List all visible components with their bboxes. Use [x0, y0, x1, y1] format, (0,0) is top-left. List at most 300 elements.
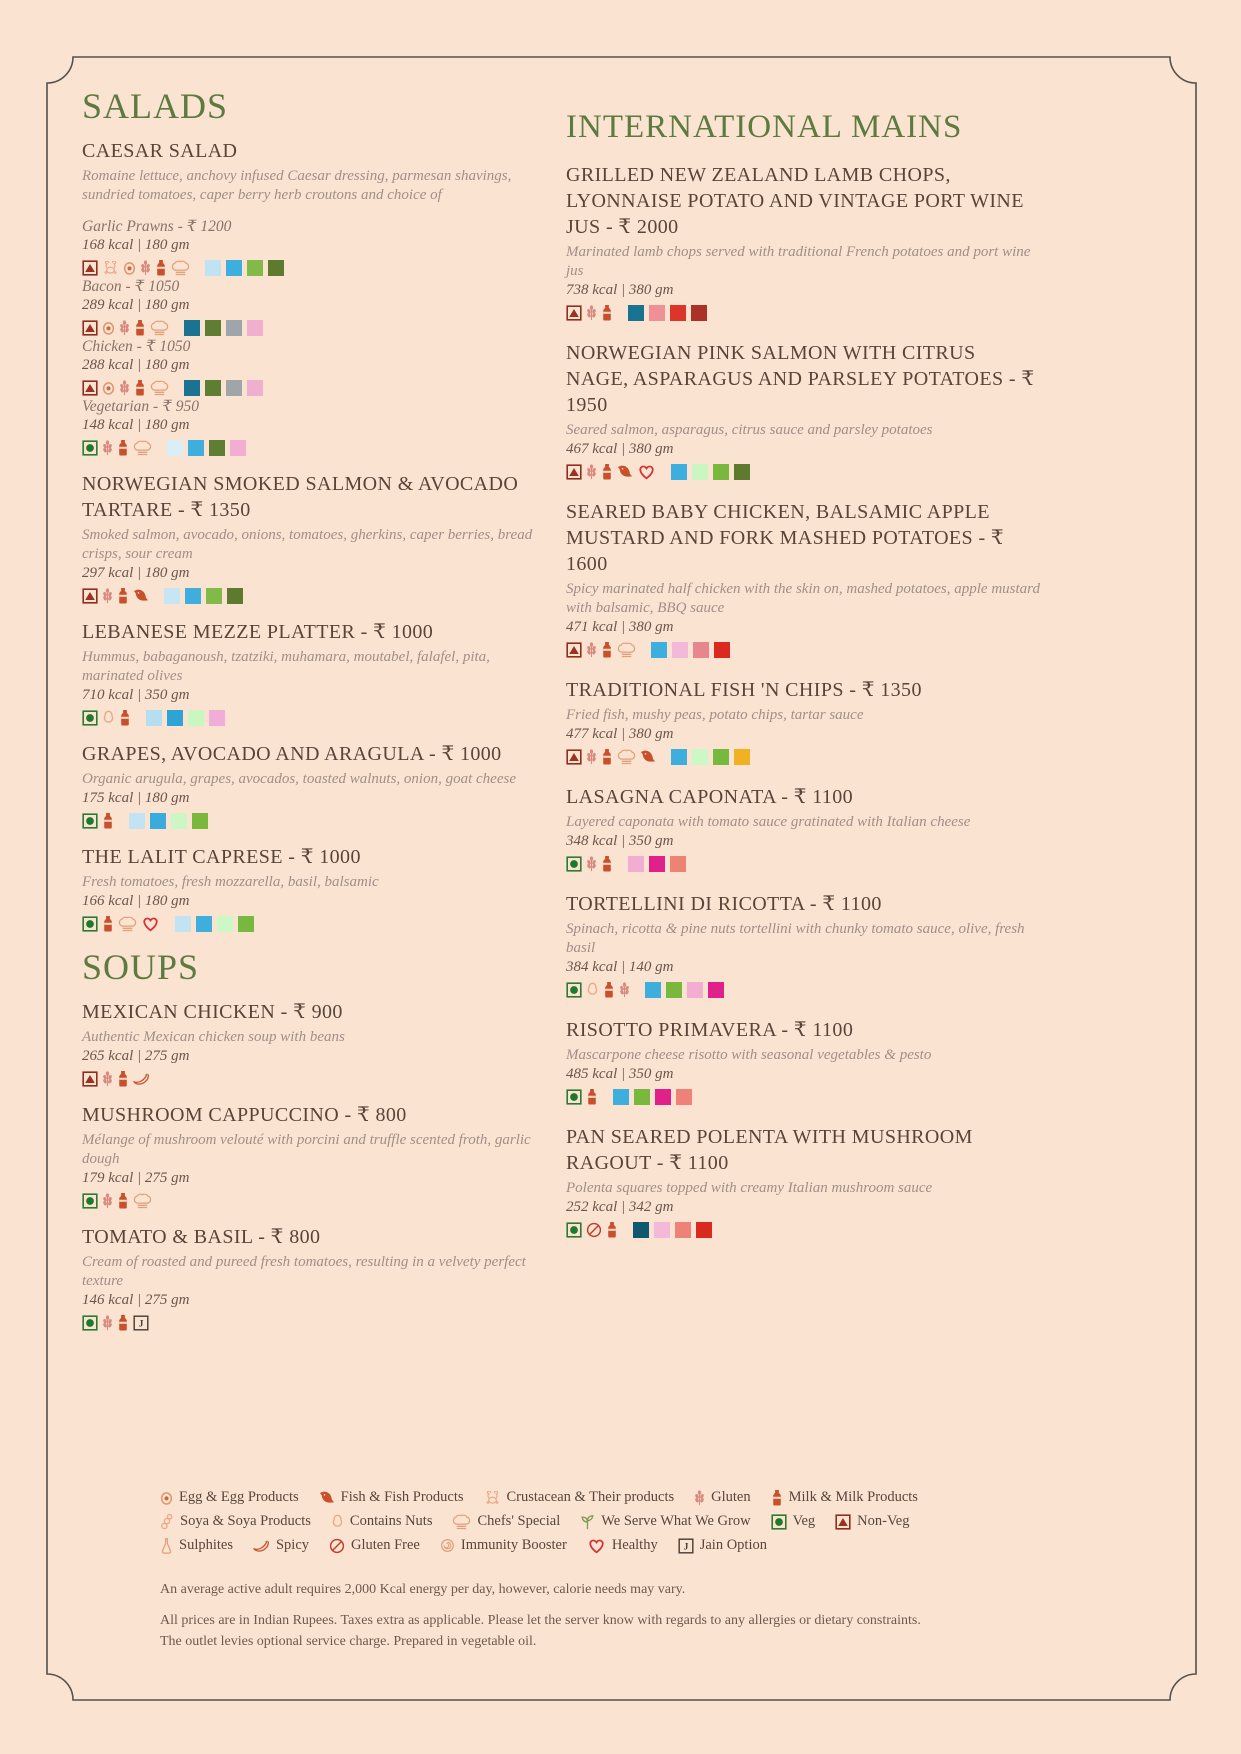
item-title: GRAPES, AVOCADO AND ARAGULA - ₹ 1000	[82, 743, 502, 765]
color-tag	[185, 588, 201, 604]
color-tag	[713, 749, 729, 765]
chili-icon	[133, 1072, 150, 1086]
color-tag	[196, 916, 212, 932]
color-tag	[205, 380, 221, 396]
item-title: TRADITIONAL FISH 'N CHIPS - ₹ 1350	[566, 679, 922, 701]
chef-hat-icon	[452, 1514, 471, 1530]
color-tag	[714, 642, 730, 658]
fish-icon	[640, 749, 656, 764]
item-calories: 146 kcal | 275 gm	[82, 1292, 190, 1308]
chef-hat-icon	[133, 1193, 152, 1209]
veg-icon	[82, 1315, 98, 1331]
color-tag	[713, 464, 729, 480]
dietary-icon-row	[82, 709, 540, 726]
veg-icon	[566, 856, 582, 872]
item-description: Mélange of mushroom velouté with porcini and truffle scented froth, garlic dough	[82, 1132, 531, 1167]
milk-icon	[601, 304, 613, 321]
milk-icon	[119, 709, 131, 726]
color-tag	[247, 380, 263, 396]
color-tags	[671, 464, 750, 480]
color-tag	[691, 305, 707, 321]
dietary-icon-row	[82, 379, 540, 396]
nuts-icon	[331, 1514, 344, 1530]
color-tag	[670, 305, 686, 321]
legend-label: Healthy	[611, 1537, 658, 1553]
soya-icon	[160, 1514, 174, 1530]
gluten-icon	[586, 749, 597, 765]
non-veg-icon	[82, 320, 98, 336]
footer	[160, 1580, 1125, 1663]
fish-icon	[319, 1490, 335, 1505]
nuts-icon	[586, 982, 599, 998]
item-calories: 467 kcal | 380 gm	[566, 441, 674, 457]
color-tag	[227, 588, 243, 604]
milk-icon	[601, 641, 613, 658]
milk-icon	[102, 812, 114, 829]
dietary-icon-row	[82, 812, 540, 829]
color-tag	[167, 440, 183, 456]
legend-item	[587, 1537, 658, 1554]
color-tag	[184, 380, 200, 396]
milk-icon	[117, 1314, 129, 1331]
item-variants	[82, 217, 540, 456]
color-tag	[734, 464, 750, 480]
menu-item	[566, 784, 1040, 872]
color-tag	[205, 320, 221, 336]
milk-icon	[601, 463, 613, 480]
variant-name: Bacon - ₹ 1050	[82, 278, 180, 295]
legend-item	[331, 1513, 433, 1530]
item-title: GRILLED NEW ZEALAND LAMB CHOPS, LYONNAISE POTATO AND VINTAGE PORT WINE JUS - ₹ 2000	[566, 164, 1024, 238]
nuts-icon	[102, 710, 115, 726]
gluten-icon	[102, 1315, 113, 1331]
item-title: PAN SEARED POLENTA WITH MUSHROOM RAGOUT - ₹ 1100	[566, 1126, 973, 1174]
milk-icon	[606, 1221, 618, 1238]
color-tag	[192, 813, 208, 829]
milk-icon	[603, 981, 615, 998]
milk-icon	[117, 439, 129, 456]
non-veg-icon	[566, 464, 582, 480]
color-tag	[628, 305, 644, 321]
item-description: Authentic Mexican chicken soup with beans	[82, 1029, 345, 1045]
legend-label: Egg & Egg Products	[179, 1489, 299, 1505]
immunity-icon	[440, 1538, 455, 1553]
item-calories: 166 kcal | 180 gm	[82, 893, 190, 909]
egg-icon	[123, 260, 136, 275]
item-title: TOMATO & BASIL - ₹ 800	[82, 1226, 321, 1248]
menu-item	[82, 999, 540, 1087]
milk-icon	[102, 915, 114, 932]
heart-icon	[587, 1537, 606, 1554]
legend-label: Jain Option	[699, 1537, 767, 1553]
item-description: Spicy marinated half chicken with the skin on, mashed potatoes, apple mustard with balsamic, BBQ sauce	[566, 581, 1040, 616]
color-tags	[628, 305, 707, 321]
heart-icon	[141, 915, 160, 932]
item-calories: 710 kcal | 350 gm	[82, 687, 190, 703]
legend-item	[694, 1489, 750, 1506]
chef-hat-icon	[171, 260, 190, 276]
item-variant	[82, 277, 540, 336]
dietary-icon-row	[566, 463, 1040, 480]
item-calories: 384 kcal | 140 gm	[566, 959, 674, 975]
variant-calories: 148 kcal | 180 gm	[82, 417, 190, 433]
legend-item	[329, 1537, 420, 1554]
menu-item	[566, 891, 1040, 998]
dietary-icon-row	[82, 915, 540, 932]
milk-icon	[117, 1192, 129, 1209]
item-variant	[82, 217, 540, 276]
item-variant	[82, 397, 540, 456]
legend-label: Soya & Soya Products	[180, 1513, 311, 1529]
variant-name: Garlic Prawns - ₹ 1200	[82, 218, 232, 235]
milk-icon	[155, 259, 167, 276]
color-tag	[171, 813, 187, 829]
legend-label: Gluten Free	[351, 1537, 420, 1553]
legend-item	[580, 1513, 750, 1530]
item-calories: 477 kcal | 380 gm	[566, 726, 674, 742]
chef-hat-icon	[617, 749, 636, 765]
legend-row	[160, 1513, 1070, 1530]
heart-icon	[637, 463, 656, 480]
item-description: Mascarpone cheese risotto with seasonal vegetables & pesto	[566, 1047, 932, 1063]
item-description: Marinated lamb chops served with traditional French potatoes and port wine jus	[566, 244, 1031, 279]
legend-label: Immunity Booster	[460, 1537, 567, 1553]
color-tag	[651, 642, 667, 658]
item-calories: 471 kcal | 380 gm	[566, 619, 674, 635]
item-description: Spinach, ricotta & pine nuts tortellini with chunky tomato sauce, olive, fresh basil	[566, 921, 1025, 956]
legend-label: Chefs' Special	[477, 1513, 561, 1529]
item-calories: 348 kcal | 350 gm	[566, 833, 674, 849]
veg-icon	[566, 1222, 582, 1238]
color-tag	[268, 260, 284, 276]
dietary-icon-row	[82, 1192, 540, 1209]
milk-icon	[117, 1070, 129, 1087]
color-tag	[671, 464, 687, 480]
gluten-icon	[102, 1193, 113, 1209]
menu-item	[82, 1224, 540, 1331]
non-veg-icon	[82, 588, 98, 604]
color-tag	[150, 813, 166, 829]
veg-icon	[82, 710, 98, 726]
item-description: Fresh tomatoes, fresh mozzarella, basil, balsamic	[82, 874, 379, 890]
chef-hat-icon	[150, 320, 169, 336]
item-calories: 738 kcal | 380 gm	[566, 282, 674, 298]
item-description: Cream of roasted and pureed fresh tomatoes, resulting in a velvety perfect texture	[82, 1254, 526, 1289]
legend-item	[771, 1513, 816, 1530]
milk-icon	[601, 748, 613, 765]
color-tag	[693, 642, 709, 658]
veg-icon	[566, 1089, 582, 1105]
color-tag	[696, 1222, 712, 1238]
legend-item	[835, 1513, 909, 1530]
legend-label: Veg	[792, 1513, 816, 1529]
color-tag	[628, 856, 644, 872]
legend-label: We Serve What We Grow	[601, 1513, 751, 1529]
footer-calorie-note: An average active adult requires 2,000 Kcal energy per day, however, calorie needs may vary.	[160, 1582, 686, 1597]
dietary-icon-row	[82, 587, 540, 604]
color-tag	[188, 440, 204, 456]
color-tag	[734, 749, 750, 765]
svg-text:J: J	[683, 1541, 689, 1553]
item-calories: 252 kcal | 342 gm	[566, 1199, 674, 1215]
color-tag	[613, 1089, 629, 1105]
legend-label: Crustacean & Their products	[506, 1489, 675, 1505]
variant-calories: 288 kcal | 180 gm	[82, 357, 190, 373]
veg-icon	[771, 1514, 787, 1530]
milk-icon	[134, 319, 146, 336]
color-tags	[164, 588, 243, 604]
color-tag	[633, 1222, 649, 1238]
color-tags	[146, 710, 225, 726]
legend-item	[771, 1489, 918, 1506]
menu-item	[566, 340, 1040, 480]
color-tag	[676, 1089, 692, 1105]
dietary-icon-row	[566, 1221, 1040, 1238]
color-tags	[175, 916, 254, 932]
milk-icon	[586, 1088, 598, 1105]
legend-label: Non-Veg	[857, 1513, 910, 1529]
egg-icon	[102, 320, 115, 335]
chef-hat-icon	[133, 440, 152, 456]
item-title: CAESAR SALAD	[82, 140, 238, 162]
no-gluten-icon	[586, 1222, 602, 1238]
color-tag	[708, 982, 724, 998]
dietary-icon-row	[566, 981, 1040, 998]
color-tag	[655, 1089, 671, 1105]
dietary-icon-row	[566, 855, 1040, 872]
color-tags	[651, 642, 730, 658]
gluten-icon	[102, 1071, 113, 1087]
color-tag	[205, 260, 221, 276]
color-tag	[247, 320, 263, 336]
item-calories: 265 kcal | 275 gm	[82, 1048, 190, 1064]
variant-calories: 289 kcal | 180 gm	[82, 297, 190, 313]
menu-item	[566, 162, 1040, 321]
color-tag	[146, 710, 162, 726]
color-tag	[238, 916, 254, 932]
item-description: Smoked salmon, avocado, onions, tomatoes, gherkins, caper berries, bread crisps, sour cream	[82, 527, 533, 562]
color-tags	[167, 440, 246, 456]
jain-icon	[133, 1315, 149, 1331]
variant-calories: 168 kcal | 180 gm	[82, 237, 190, 253]
color-tags	[205, 260, 284, 276]
item-calories: 485 kcal | 350 gm	[566, 1066, 674, 1082]
gluten-icon	[586, 464, 597, 480]
color-tag	[247, 260, 263, 276]
legend-label: Sulphites	[179, 1537, 233, 1553]
color-tag	[654, 1222, 670, 1238]
menu-item	[566, 677, 1040, 765]
color-tag	[649, 856, 665, 872]
dietary-icon-row	[82, 1070, 540, 1087]
item-title: MEXICAN CHICKEN - ₹ 900	[82, 1001, 343, 1023]
chef-hat-icon	[118, 916, 137, 932]
dietary-icon-row	[566, 304, 1040, 321]
menu-item	[82, 741, 540, 829]
item-title: THE LALIT CAPRESE - ₹ 1000	[82, 846, 361, 868]
legend-item	[319, 1489, 464, 1506]
item-title: MUSHROOM CAPPUCCINO - ₹ 800	[82, 1104, 407, 1126]
legend-item	[440, 1537, 567, 1554]
item-calories: 179 kcal | 275 gm	[82, 1170, 190, 1186]
color-tag	[692, 749, 708, 765]
legend-item	[160, 1537, 233, 1554]
legend-row	[160, 1537, 1070, 1554]
menu-item	[82, 844, 540, 932]
footer-service-note: The outlet levies optional service charge. Prepared in vegetable oil.	[160, 1633, 537, 1649]
gluten-icon	[586, 642, 597, 658]
veg-icon	[82, 1193, 98, 1209]
dietary-icon-row	[82, 259, 540, 276]
dietary-icon-row	[566, 641, 1040, 658]
egg-icon	[160, 1490, 173, 1505]
gluten-icon	[140, 260, 151, 276]
legend-item	[678, 1537, 767, 1554]
color-tag	[209, 440, 225, 456]
chili-icon	[253, 1539, 270, 1553]
menu-item	[566, 499, 1040, 658]
item-description: Romaine lettuce, anchovy infused Caesar dressing, parmesan shavings, sundried tomatoes, caper berry herb croutons and choice of	[82, 168, 512, 203]
legend-label: Contains Nuts	[349, 1513, 433, 1529]
legend-label: Spicy	[275, 1537, 310, 1553]
item-title: LASAGNA CAPONATA - ₹ 1100	[566, 786, 854, 808]
color-tag	[226, 380, 242, 396]
color-tag	[164, 588, 180, 604]
chef-hat-icon	[150, 380, 169, 396]
non-veg-icon	[82, 380, 98, 396]
item-description: Organic arugula, grapes, avocados, toasted walnuts, onion, goat cheese	[82, 771, 516, 787]
milk-icon	[601, 855, 613, 872]
crustacean-icon	[484, 1491, 501, 1505]
legend-label: Milk & Milk Products	[788, 1489, 918, 1505]
item-description: Seared salmon, asparagus, citrus sauce and parsley potatoes	[566, 422, 933, 438]
dietary-icon-row	[82, 439, 540, 456]
dietary-icon-row	[566, 748, 1040, 765]
crustacean-icon	[102, 261, 119, 275]
legend-item	[484, 1489, 675, 1506]
item-title: NORWEGIAN PINK SALMON WITH CITRUS NAGE, ASPARAGUS AND PARSLEY POTATOES - ₹ 1950	[566, 342, 1035, 416]
variant-name: Chicken - ₹ 1050	[82, 338, 191, 355]
item-calories: 297 kcal | 180 gm	[82, 565, 190, 581]
legend-item	[452, 1513, 560, 1530]
menu-item	[566, 1017, 1040, 1105]
color-tags	[184, 320, 263, 336]
chef-hat-icon	[617, 642, 636, 658]
item-title: RISOTTO PRIMAVERA - ₹ 1100	[566, 1019, 854, 1041]
color-tags	[671, 749, 750, 765]
non-veg-icon	[82, 1071, 98, 1087]
color-tag	[672, 642, 688, 658]
color-tag	[670, 856, 686, 872]
color-tags	[184, 380, 263, 396]
item-description: Fried fish, mushy peas, potato chips, tartar sauce	[566, 707, 864, 723]
color-tags	[633, 1222, 712, 1238]
svg-text:J: J	[138, 1318, 144, 1330]
fish-icon	[133, 588, 149, 603]
item-title: NORWEGIAN SMOKED SALMON & AVOCADO TARTARE - ₹ 1350	[82, 473, 519, 521]
color-tag	[687, 982, 703, 998]
gluten-icon	[119, 320, 130, 336]
sulphites-icon	[160, 1538, 173, 1554]
gluten-icon	[586, 305, 597, 321]
milk-icon	[134, 379, 146, 396]
dietary-icon-row	[566, 1088, 1040, 1105]
color-tag	[671, 749, 687, 765]
item-description: Layered caponata with tomato sauce gratinated with Italian cheese	[566, 814, 971, 830]
color-tag	[634, 1089, 650, 1105]
color-tag	[129, 813, 145, 829]
veg-icon	[566, 982, 582, 998]
milk-icon	[771, 1489, 783, 1506]
gluten-icon	[619, 982, 630, 998]
legend-item	[160, 1489, 299, 1506]
legend-item	[160, 1513, 311, 1530]
gluten-icon	[586, 856, 597, 872]
jain-icon	[678, 1538, 694, 1554]
gluten-icon	[119, 380, 130, 396]
menu-item	[566, 1124, 1040, 1238]
color-tag	[230, 440, 246, 456]
color-tag	[226, 260, 242, 276]
dietary-icon-row	[82, 1314, 540, 1331]
color-tag	[226, 320, 242, 336]
color-tag	[209, 710, 225, 726]
color-tag	[649, 305, 665, 321]
item-title: TORTELLINI DI RICOTTA - ₹ 1100	[566, 893, 882, 915]
section-title: SOUPS	[82, 947, 200, 987]
color-tag	[217, 916, 233, 932]
non-veg-icon	[835, 1514, 851, 1530]
legend	[160, 1489, 1070, 1561]
item-variant	[82, 337, 540, 396]
veg-icon	[82, 916, 98, 932]
color-tag	[692, 464, 708, 480]
milk-icon	[117, 587, 129, 604]
color-tag	[645, 982, 661, 998]
fish-icon	[617, 464, 633, 479]
menu-item	[82, 471, 540, 604]
item-calories: 175 kcal | 180 gm	[82, 790, 190, 806]
menu-item	[82, 619, 540, 726]
non-veg-icon	[566, 305, 582, 321]
egg-icon	[102, 380, 115, 395]
column-right	[566, 108, 1040, 1257]
color-tag	[206, 588, 222, 604]
legend-row	[160, 1489, 1070, 1506]
item-title: LEBANESE MEZZE PLATTER - ₹ 1000	[82, 621, 434, 643]
veg-icon	[82, 813, 98, 829]
veg-icon	[82, 440, 98, 456]
dietary-icon-row	[82, 319, 540, 336]
column-left	[82, 86, 540, 1346]
color-tag	[188, 710, 204, 726]
section-title: SALADS	[82, 86, 229, 126]
color-tag	[167, 710, 183, 726]
sprout-icon	[580, 1514, 595, 1530]
color-tags	[613, 1089, 692, 1105]
item-title: SEARED BABY CHICKEN, BALSAMIC APPLE MUSTARD AND FORK MASHED POTATOES - ₹ 1600	[566, 501, 1005, 575]
variant-name: Vegetarian - ₹ 950	[82, 398, 200, 415]
color-tags	[129, 813, 208, 829]
non-veg-icon	[566, 642, 582, 658]
non-veg-icon	[82, 260, 98, 276]
color-tag	[175, 916, 191, 932]
legend-item	[253, 1537, 309, 1554]
menu-item	[82, 1102, 540, 1209]
section-title: INTERNATIONAL MAINS	[566, 109, 963, 145]
gluten-icon	[102, 440, 113, 456]
footer-prices-note: All prices are in Indian Rupees. Taxes extra as applicable. Please let the server know with regards to any allergies or dietary constraints.	[160, 1613, 921, 1629]
